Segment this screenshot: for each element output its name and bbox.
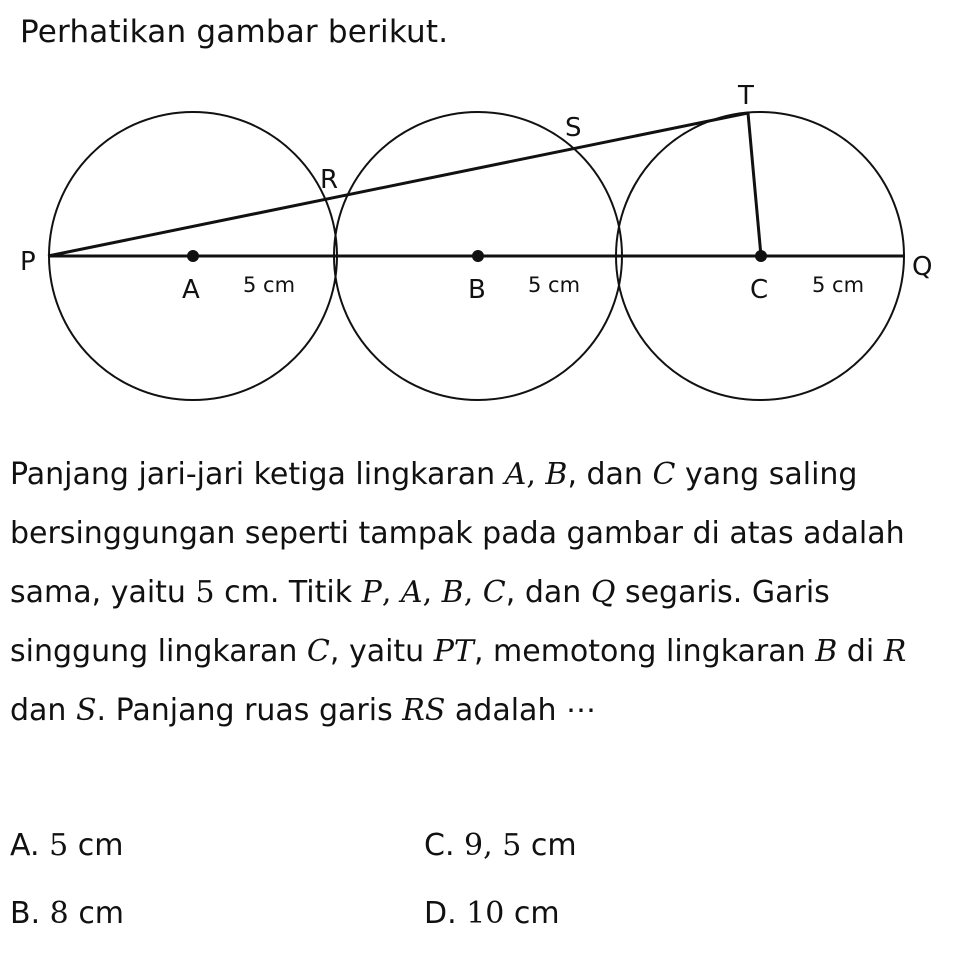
option-value: 9, 5 [464, 828, 522, 863]
radius-label-c: 5 cm [812, 273, 865, 297]
tangent-pt [48, 113, 748, 256]
label-q: Q [912, 252, 933, 282]
center-dot-c [755, 250, 767, 262]
label-t: T [738, 81, 754, 111]
option-value: 8 [49, 896, 69, 931]
intro-text: Perhatikan gambar berikut. [20, 14, 449, 50]
option-unit: cm [78, 896, 125, 931]
three-circles-diagram [0, 60, 962, 420]
label-s: S [565, 113, 582, 143]
option-unit: cm [77, 828, 124, 863]
label-p: P [20, 247, 36, 277]
option-letter: D. [424, 896, 457, 931]
option-d[interactable] [424, 894, 560, 934]
option-letter: B. [10, 896, 41, 931]
radius-label-a: 5 cm [243, 273, 296, 297]
label-a: A [182, 275, 200, 305]
option-b[interactable] [10, 894, 124, 934]
option-letter: A. [10, 828, 40, 863]
question-text: Panjang jari-jari ketiga lingkaran A, B, dan C yang saling bersinggungan seperti tampak pada gambar di atas adalah sama, yaitu 5 cm. Titik P, A, B, C, dan Q segaris. Garis singgung lingkaran C, yaitu PT, memotong lingkaran B di R dan S. Panjang ruas garis RS adalah ⋯ [10, 457, 907, 728]
center-dot-b [472, 250, 484, 262]
option-a[interactable] [10, 826, 123, 866]
label-c: C [750, 275, 769, 305]
label-r: R [320, 165, 339, 195]
option-letter: C. [424, 828, 455, 863]
option-value: 5 [49, 828, 69, 863]
radius-label-b: 5 cm [528, 273, 581, 297]
radius-ct [748, 113, 761, 256]
option-unit: cm [530, 828, 577, 863]
option-value: 10 [466, 896, 505, 931]
option-unit: cm [513, 896, 560, 931]
geometry-figure [0, 60, 962, 420]
option-c[interactable] [424, 826, 577, 866]
center-dot-a [187, 250, 199, 262]
label-b: B [468, 275, 486, 305]
